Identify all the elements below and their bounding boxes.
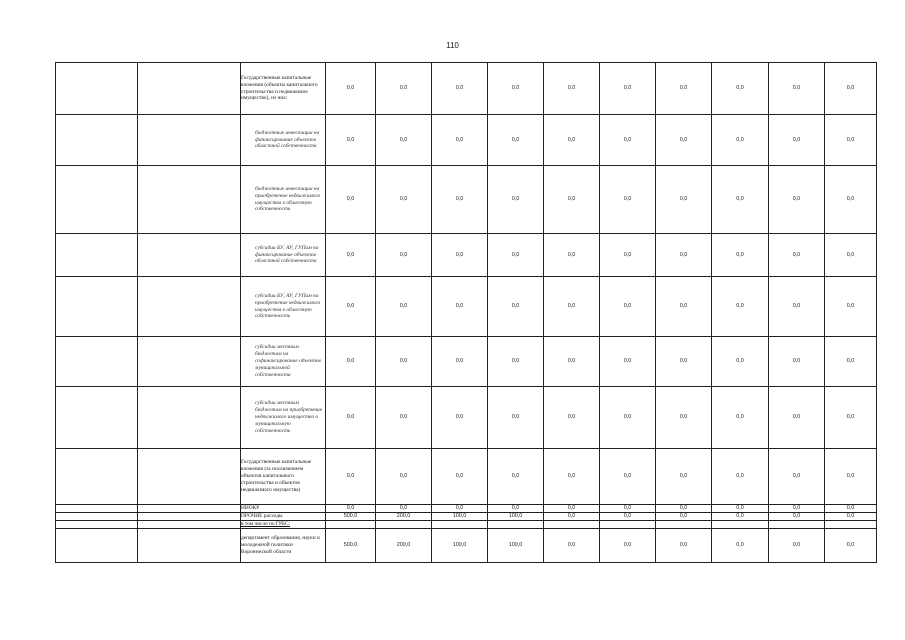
table-row [56,512,877,520]
table-row [56,234,877,277]
empty-cell [56,234,138,277]
value-cell: 0,0 [769,115,825,166]
value-cell: 0,0 [769,505,825,513]
empty-cell [138,166,241,234]
empty-cell [138,115,241,166]
value-cell: 0,0 [712,505,769,513]
value-cell: 0,0 [544,528,600,562]
value-cell: 0,0 [326,234,376,277]
value-cell: 0,0 [600,63,656,115]
empty-cell [56,505,138,513]
value-cell: 0,0 [656,528,712,562]
value-cell [544,520,600,528]
value-cell: 0,0 [825,63,877,115]
value-cell: 0,0 [544,505,600,513]
empty-cell [56,277,138,337]
value-cell: 500,0 [326,512,376,520]
empty-cell [138,512,241,520]
row-label: бюджетные инвестиции на финансирование объектов областной собственности [241,115,326,166]
value-cell: 0,0 [712,337,769,387]
empty-cell [56,337,138,387]
row-label: субсидии БУ, АУ, ГУПам на приобретение недвижимого имущества в областную собственность [241,277,326,337]
empty-cell [138,505,241,513]
value-cell: 0,0 [544,115,600,166]
value-cell: 0,0 [769,528,825,562]
value-cell [326,520,376,528]
empty-cell [56,115,138,166]
value-cell: 0,0 [825,234,877,277]
row-label: субсидии БУ, АУ, ГУПам на финансирование объектов областной собственности [241,234,326,277]
value-cell: 0,0 [432,337,488,387]
value-cell: 0,0 [376,277,432,337]
empty-cell [56,166,138,234]
value-cell: 0,0 [544,449,600,505]
empty-cell [138,449,241,505]
value-cell: 0,0 [326,387,376,449]
empty-cell [138,337,241,387]
value-cell: 0,0 [600,387,656,449]
value-cell: 0,0 [488,337,544,387]
empty-cell [56,63,138,115]
budget-table [55,62,877,563]
table-row [56,63,877,115]
empty-cell [138,520,241,528]
value-cell [769,520,825,528]
row-label: Государственные капитальные вложения (за исключением объектов капитального строительства и объектов недвижимого имущества) [241,449,326,505]
value-cell: 0,0 [825,337,877,387]
value-cell: 0,0 [544,277,600,337]
value-cell [376,520,432,528]
value-cell: 0,0 [712,234,769,277]
value-cell: 0,0 [656,337,712,387]
value-cell: 0,0 [600,512,656,520]
row-label: в том числе по ГРБС: [241,520,326,528]
value-cell: 0,0 [825,528,877,562]
value-cell: 0,0 [544,234,600,277]
value-cell: 0,0 [600,528,656,562]
value-cell: 0,0 [376,63,432,115]
value-cell: 0,0 [544,387,600,449]
value-cell: 0,0 [825,387,877,449]
value-cell: 0,0 [432,387,488,449]
value-cell: 0,0 [600,166,656,234]
value-cell: 0,0 [769,234,825,277]
value-cell: 0,0 [432,449,488,505]
value-cell: 0,0 [712,512,769,520]
value-cell: 0,0 [376,449,432,505]
value-cell: 0,0 [769,337,825,387]
value-cell: 0,0 [376,115,432,166]
value-cell: 0,0 [712,277,769,337]
value-cell: 0,0 [488,505,544,513]
value-cell: 0,0 [326,505,376,513]
value-cell: 0,0 [432,63,488,115]
row-label: ПРОЧИЕ расходы [241,512,326,520]
value-cell: 0,0 [432,115,488,166]
value-cell: 0,0 [600,449,656,505]
value-cell: 0,0 [600,115,656,166]
value-cell: 0,0 [656,63,712,115]
value-cell: 0,0 [656,512,712,520]
value-cell: 0,0 [712,449,769,505]
empty-cell [56,387,138,449]
value-cell: 0,0 [326,166,376,234]
value-cell: 0,0 [769,449,825,505]
table-row [56,528,877,562]
value-cell: 0,0 [326,337,376,387]
row-label: субсидии местным бюджетам на софинансирование объектов муниципальной собственности [241,337,326,387]
value-cell: 0,0 [544,63,600,115]
value-cell: 100,0 [432,512,488,520]
value-cell: 0,0 [825,449,877,505]
value-cell: 0,0 [326,449,376,505]
value-cell: 0,0 [544,337,600,387]
value-cell: 0,0 [825,166,877,234]
row-label: департамент образования, науки и молодежной политики Воронежской области [241,528,326,562]
table-row [56,520,877,528]
page-number: 110 [446,41,459,50]
empty-cell [56,528,138,562]
value-cell: 0,0 [769,512,825,520]
value-cell: 0,0 [769,387,825,449]
value-cell: 0,0 [488,63,544,115]
value-cell: 0,0 [656,387,712,449]
value-cell: 100,0 [432,528,488,562]
value-cell: 0,0 [825,505,877,513]
value-cell: 0,0 [488,166,544,234]
value-cell: 0,0 [600,337,656,387]
value-cell: 0,0 [656,166,712,234]
value-cell: 0,0 [326,63,376,115]
value-cell: 200,0 [376,528,432,562]
empty-cell [56,512,138,520]
empty-cell [138,234,241,277]
value-cell: 0,0 [544,512,600,520]
value-cell: 0,0 [769,277,825,337]
table-row [56,387,877,449]
table-row [56,277,877,337]
value-cell: 0,0 [656,234,712,277]
value-cell: 0,0 [656,505,712,513]
value-cell: 0,0 [432,277,488,337]
value-cell: 0,0 [712,166,769,234]
value-cell: 0,0 [712,63,769,115]
value-cell: 0,0 [432,166,488,234]
value-cell: 0,0 [488,387,544,449]
value-cell: 0,0 [432,505,488,513]
value-cell: 0,0 [488,277,544,337]
value-cell: 0,0 [769,63,825,115]
value-cell: 0,0 [376,166,432,234]
value-cell: 0,0 [656,115,712,166]
value-cell [825,520,877,528]
table-row [56,449,877,505]
row-label: Государственные капитальные вложения (объекты капитального строительства и недвижимое имущество), из них: [241,63,326,115]
value-cell [600,520,656,528]
row-label: НИОКР [241,505,326,513]
row-label: бюджетные инвестиции на приобретение недвижимого имущества в областную собственность [241,166,326,234]
table-row [56,166,877,234]
table-row [56,115,877,166]
value-cell: 0,0 [488,234,544,277]
value-cell: 0,0 [376,234,432,277]
empty-cell [56,520,138,528]
empty-cell [138,63,241,115]
value-cell: 200,0 [376,512,432,520]
value-cell: 0,0 [376,337,432,387]
empty-cell [56,449,138,505]
value-cell: 500,0 [326,528,376,562]
table-row [56,337,877,387]
value-cell: 0,0 [488,115,544,166]
value-cell: 100,0 [488,512,544,520]
value-cell: 0,0 [600,277,656,337]
value-cell: 100,0 [488,528,544,562]
value-cell: 0,0 [769,166,825,234]
value-cell [432,520,488,528]
value-cell: 0,0 [825,512,877,520]
value-cell: 0,0 [825,277,877,337]
value-cell: 0,0 [825,115,877,166]
value-cell: 0,0 [600,505,656,513]
row-label: субсидии местным бюджетам на приобретение недвижимого имущества в муниципальную собственность [241,387,326,449]
value-cell: 0,0 [600,234,656,277]
value-cell: 0,0 [432,234,488,277]
value-cell: 0,0 [712,115,769,166]
value-cell: 0,0 [712,528,769,562]
value-cell: 0,0 [376,387,432,449]
value-cell [488,520,544,528]
value-cell: 0,0 [656,277,712,337]
value-cell: 0,0 [326,115,376,166]
value-cell [656,520,712,528]
value-cell: 0,0 [544,166,600,234]
table-row [56,505,877,513]
empty-cell [138,277,241,337]
value-cell: 0,0 [656,449,712,505]
value-cell: 0,0 [376,505,432,513]
empty-cell [138,387,241,449]
empty-cell [138,528,241,562]
value-cell: 0,0 [712,387,769,449]
value-cell: 0,0 [326,277,376,337]
value-cell [712,520,769,528]
value-cell: 0,0 [488,449,544,505]
